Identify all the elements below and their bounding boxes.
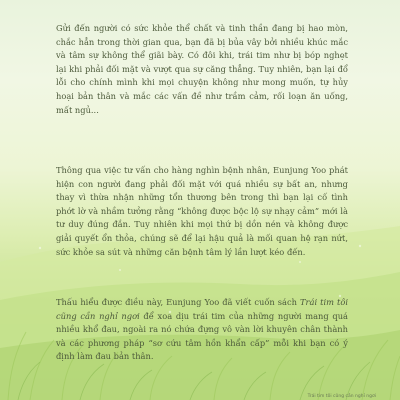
intro-paragraph-block bbox=[56, 22, 348, 117]
closing-paragraph bbox=[56, 296, 348, 364]
middle-paragraph: Thông qua việc tư vấn cho hàng nghìn bệnh nhân, Eunjung Yoo phát hiện con người đang phải đối mặt với quá nhiều sự bất an, nhưng thay vì thừa nhận những tổn thương bên trong thì bạn lại cố tình phớt lờ và nhầm tưởng rằng “không được bộc lộ sự nhạy cảm” mới là tư duy đúng đắn. Tuy nhiên khi mọi thứ bị dồn nén và không được giải quyết ổn thỏa, chúng sẽ để lại hậu quả là mối quan hệ rạn nứt, sức khỏe sa sút và những căn bệnh tâm lý lần lượt kéo đến. bbox=[56, 165, 348, 257]
middle-paragraph-block bbox=[56, 164, 348, 259]
closing-text-after: để xoa dịu trái tim của những người mang quá nhiều khổ đau, ngoài ra nó chứa đựng vô vàn lời khuyên chân thành và các phương pháp “sơ cứu tâm hồn khẩn cấp” mỗi khi bạn có ý định làm đau bản thân. bbox=[56, 310, 348, 362]
closing-paragraph-block bbox=[56, 296, 348, 364]
intro-paragraph: Gửi đến người có sức khỏe thể chất và tinh thần đang bị hao mòn, chắc hẳn trong thời gian qua, bạn đã bị bủa vây bởi nhiều khúc mắc và tâm sự không thể giãi bày. Có đôi khi, trái tim như bị bóp nghẹt lại khi phải đối mặt và vượt qua sự căng thẳng. Tuy nhiên, bạn lại đổ lỗi cho chính mình khi mọi chuyện không như mong muốn, tự hủy hoại bản thân và mắc các vấn đề như trầm cảm, rối loạn ăn uống, mất ngủ... bbox=[56, 23, 348, 115]
footer-book-title: Trái tim tôi cũng cần nghỉ ngơi bbox=[307, 394, 376, 399]
book-title: Trái tim tôi cũng cần nghỉ ngơi bbox=[56, 297, 348, 321]
closing-text-before: Thấu hiểu được điều này, Eunjung Yoo đã viết cuốn sách bbox=[56, 297, 300, 307]
